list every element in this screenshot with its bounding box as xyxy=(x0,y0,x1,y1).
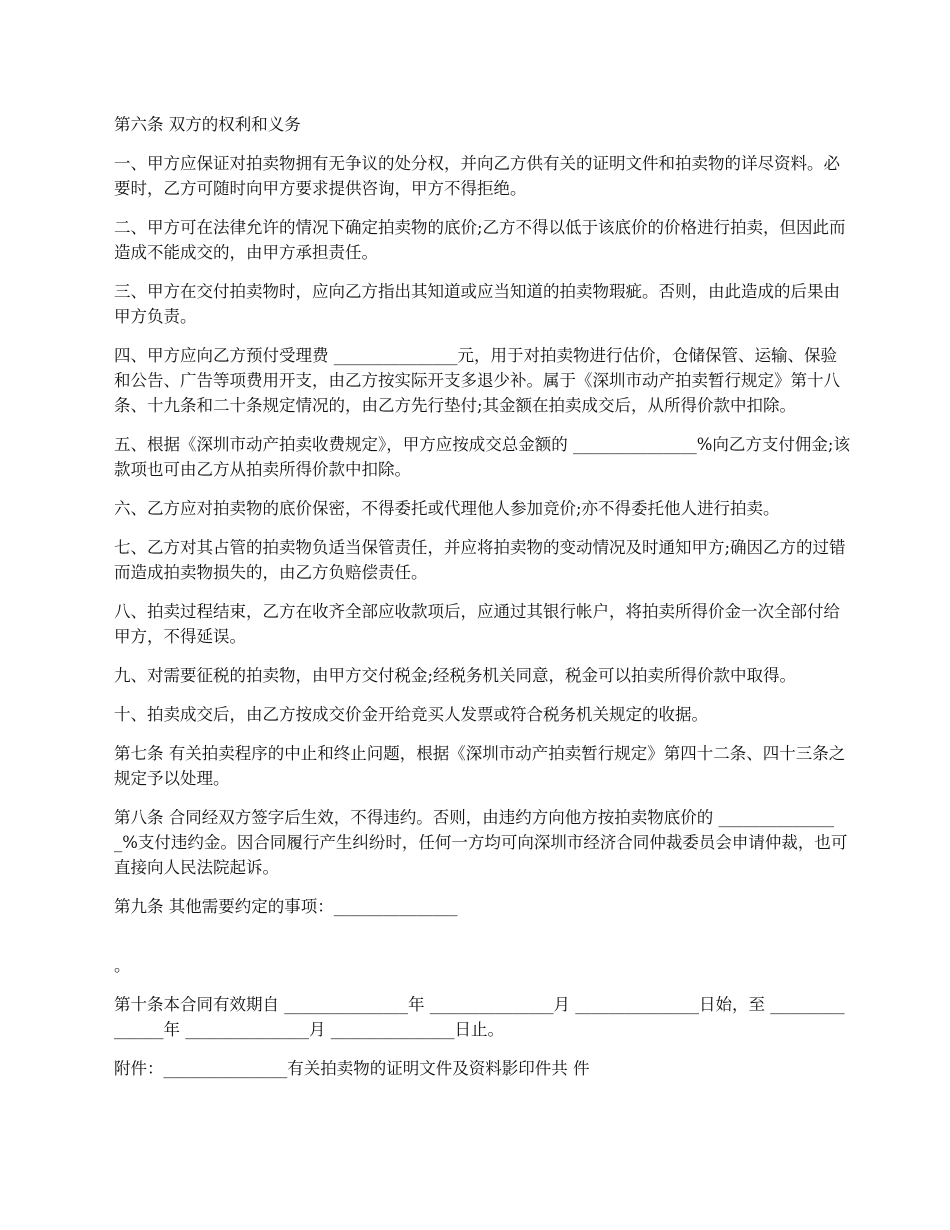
clause-9: 九、对需要征税的拍卖物，由甲方交付税金;经税务机关同意，税金可以拍卖所得价款中取得。 xyxy=(114,666,797,685)
clause-7: 七、乙方对其占管的拍卖物负适当保管责任，并应将拍卖物的变动情况及时通知甲方;确因乙方的过错而造成拍卖物损失的，由乙方负赔偿责任。 xyxy=(114,538,846,582)
clause-3: 三、甲方在交付拍卖物时，应向乙方指出其知道或应当知道的拍卖物瑕疵。否则，由此造成的后果由甲方负责。 xyxy=(114,282,840,326)
article-8: 第八条 合同经双方签字后生效，不得违约。否则，由违约方向他方按拍卖物底价的 _______________%支付违约金。因合同履行产生纠纷时，任何一方均可向深圳市经济合同仲裁委员会申请仲裁，也可直接向人民法院起诉。 xyxy=(114,808,848,877)
clause-6: 六、乙方应对拍卖物的底价保密，不得委托或代理他人参加竞价;亦不得委托他人进行拍卖。 xyxy=(114,499,780,518)
clause-5: 五、根据《深圳市动产拍卖收费规定》，甲方应按成交总金额的 _______________%向乙方支付佣金;该款项也可由乙方从拍卖所得价款中扣除。 xyxy=(114,435,850,479)
article-10: 第十条本合同有效期自 _______________年 _______________月 _______________日始，至 _______________年 _______________月 _______________日止。 xyxy=(114,995,845,1039)
article-9-continuation: 。 xyxy=(114,956,131,975)
article-7: 第七条 有关拍卖程序的中止和终止问题，根据《深圳市动产拍卖暂行规定》第四十二条、四十三条之规定予以处理。 xyxy=(114,744,846,788)
clause-1: 一、甲方应保证对拍卖物拥有无争议的处分权，并向乙方供有关的证明文件和拍卖物的详尽资料。必要时，乙方可随时向甲方要求提供咨询，甲方不得拒绝。 xyxy=(114,154,840,198)
attachment-line: 附件：_______________有关拍卖物的证明文件及资料影印件共 件 xyxy=(114,1059,590,1078)
clause-4: 四、甲方应向乙方预付受理费 _______________元，用于对拍卖物进行估价，仓储保管、运输、保验和公告、广告等项费用开支，由乙方按实际开支多退少补。属于《深圳市动产拍卖暂行规定》第十八条、十九条和二十条规定情况的，由乙方先行垫付;其金额在拍卖成交后，从所得价款中扣除。 xyxy=(114,346,840,415)
clause-8: 八、拍卖过程结束，乙方在收齐全部应收款项后，应通过其银行帐户，将拍卖所得价金一次全部付给甲方，不得延误。 xyxy=(114,602,840,646)
article-9: 第九条 其他需要约定的事项：_______________ xyxy=(114,897,458,916)
clause-10: 十、拍卖成交后，由乙方按成交价金开给竞买人发票或符合税务机关规定的收据。 xyxy=(114,705,708,724)
article-6-heading: 第六条 双方的权利和义务 xyxy=(114,115,301,134)
clause-2: 二、甲方可在法律允许的情况下确定拍卖物的底价;乙方不得以低于该底价的价格进行拍卖，但因此而造成不能成交的，由甲方承担责任。 xyxy=(114,218,846,262)
